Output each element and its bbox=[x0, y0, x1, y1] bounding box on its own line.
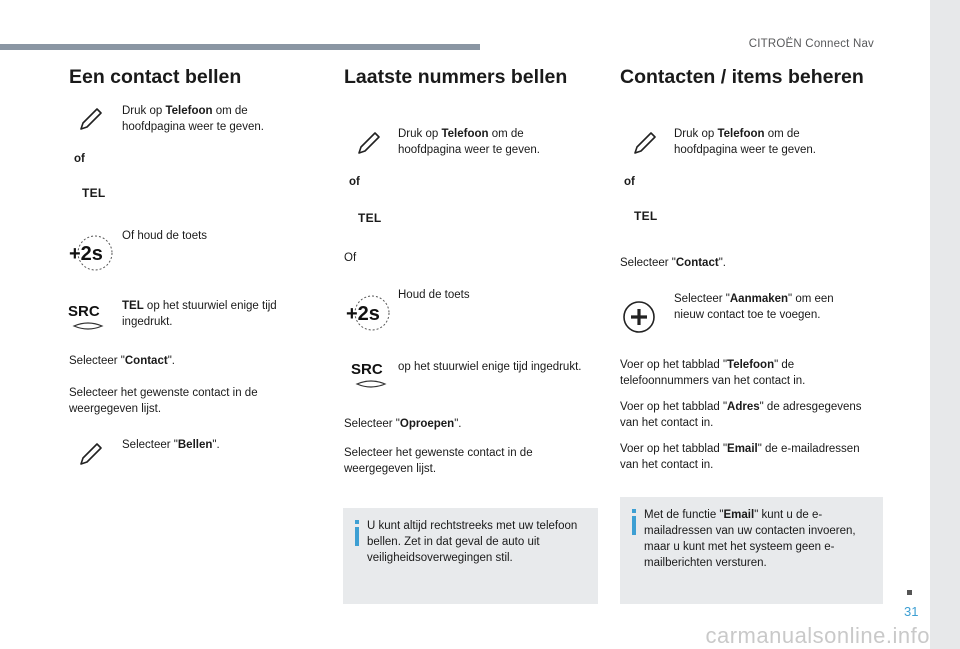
select-from-list: Selecteer het gewenste contact in de weergegeven lijst. bbox=[344, 447, 533, 475]
hold-button-text: Houd de toets bbox=[398, 289, 470, 301]
info-icon bbox=[629, 509, 639, 535]
svg-text:SRC: SRC bbox=[351, 361, 383, 378]
watermark: carmanualsonline.info bbox=[705, 623, 930, 648]
or-label: of bbox=[349, 176, 360, 188]
brand-header: CITROËN Connect Nav bbox=[748, 38, 874, 50]
svg-text:SRC: SRC bbox=[68, 303, 100, 320]
hold-2s-icon bbox=[343, 293, 393, 338]
note-text: Met de functie "Email" kunt u de e-mailadressen van uw contacten invoeren, maar u kunt met het systeem geen e-mailberichten versturen. bbox=[644, 509, 856, 569]
column-laatste-nummers bbox=[330, 0, 610, 649]
section-title: Een contact bellen bbox=[69, 66, 242, 88]
src-steering-button-icon bbox=[66, 301, 110, 340]
info-note bbox=[343, 508, 598, 604]
svg-text:+2s: +2s bbox=[69, 243, 103, 265]
tab-address-text: Voer op het tabblad "Adres" de adresgegevens van het contact in. bbox=[620, 401, 862, 429]
create-contact: Selecteer "Aanmaken" om een nieuw contact toe te voegen. bbox=[674, 293, 834, 321]
or-label-2: Of bbox=[344, 252, 357, 264]
hold-button-text: Of houd de toets bbox=[122, 230, 208, 242]
step-press-phone: Druk op Telefoon om de hoofdpagina weer te geven. bbox=[122, 105, 264, 133]
step-press-phone: Druk op Telefoon om de hoofdpagina weer te geven. bbox=[398, 128, 540, 156]
pen-icon bbox=[78, 106, 104, 137]
or-label: of bbox=[74, 153, 85, 165]
tel-label: TEL bbox=[358, 211, 382, 225]
pen-icon bbox=[78, 441, 104, 472]
info-icon bbox=[352, 520, 362, 546]
select-from-list: Selecteer het gewenste contact in de weergegeven lijst. bbox=[69, 387, 258, 415]
src-text: TEL op het stuurwiel enige tijd ingedrukt. bbox=[122, 300, 277, 328]
select-contact: Selecteer "Contact". bbox=[69, 355, 175, 367]
select-calls: Selecteer "Oproepen". bbox=[344, 418, 462, 430]
svg-text:+2s: +2s bbox=[346, 303, 380, 325]
src-text: op het stuurwiel enige tijd ingedrukt. bbox=[398, 361, 582, 373]
tab-phone-text: Voer op het tabblad "Telefoon" de telefoonnummers van het contact in. bbox=[620, 359, 806, 387]
step-press-phone: Druk op Telefoon om de hoofdpagina weer te geven. bbox=[674, 128, 816, 156]
tab-email-text: Voer op het tabblad "Email" de e-mailadressen van het contact in. bbox=[620, 443, 860, 471]
plus-circle-icon bbox=[622, 300, 656, 339]
src-steering-button-icon bbox=[349, 359, 393, 398]
or-label: of bbox=[624, 176, 635, 188]
section-title: Contacten / items beheren bbox=[620, 66, 864, 88]
section-title: Laatste nummers bellen bbox=[344, 66, 568, 88]
page-number: 31 bbox=[904, 604, 919, 619]
side-strip bbox=[930, 0, 960, 649]
page-marker bbox=[907, 590, 912, 595]
info-note bbox=[620, 497, 883, 604]
column-contacten-beheren bbox=[610, 0, 900, 649]
tel-label: TEL bbox=[82, 186, 106, 200]
tel-label: TEL bbox=[634, 209, 658, 223]
select-contact: Selecteer "Contact". bbox=[620, 257, 726, 269]
pen-icon bbox=[356, 130, 382, 161]
note-text: U kunt altijd rechtstreeks met uw telefoon bellen. Zet in dat geval de auto uit veiligheidsoverwegingen stil. bbox=[367, 520, 578, 564]
column-contact-bellen bbox=[0, 0, 330, 649]
hold-2s-icon bbox=[66, 233, 116, 278]
select-call: Selecteer "Bellen". bbox=[122, 439, 220, 451]
pen-icon bbox=[632, 130, 658, 161]
